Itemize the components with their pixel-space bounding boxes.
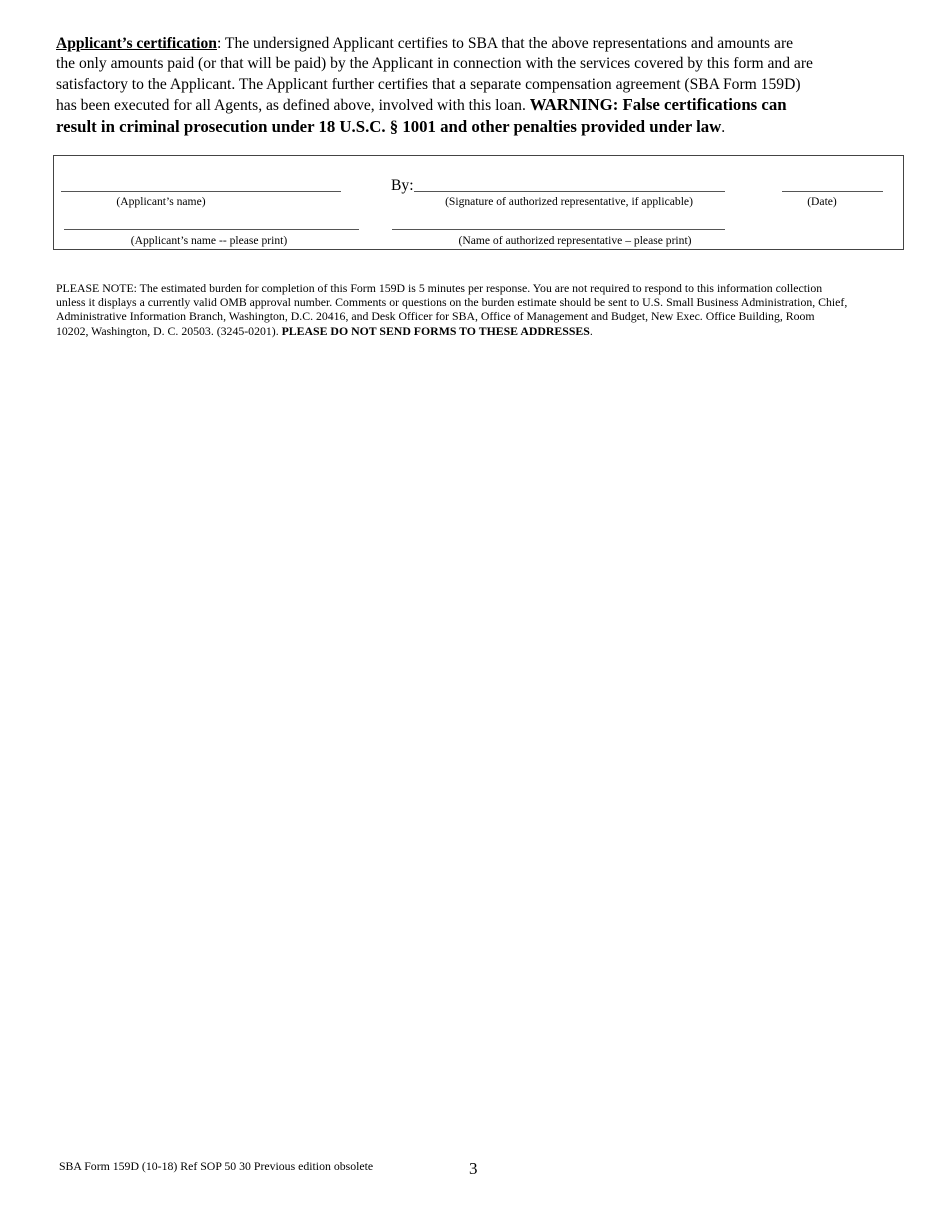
rep-print-line[interactable] xyxy=(392,229,725,230)
rep-print-label: (Name of authorized representative – please print) xyxy=(458,234,692,247)
signature-label: (Signature of authorized representative, if applicable) xyxy=(445,195,693,208)
applicant-name-label: (Applicant’s name) xyxy=(116,195,206,208)
note-line-1: PLEASE NOTE: The estimated burden for completion of this Form 159D is 5 minutes per response. You are not required to respond to this information collection xyxy=(56,281,823,295)
applicant-print-label: (Applicant’s name -- please print) xyxy=(130,234,288,247)
cert-line-4: has been executed for all Agents, as defined above, involved with this loan. WARNING: False certifications can xyxy=(56,95,787,115)
note-line-3: Administrative Information Branch, Washington, D.C. 20416, and Desk Officer for SBA, Office of Management and Budget, New Exec. Office Building, Room xyxy=(56,309,815,324)
cert-line-2: the only amounts paid (or that will be paid) by the Applicant in connection with the services covered by this form and are xyxy=(56,55,813,73)
do-not-send-warning: PLEASE DO NOT SEND FORMS TO THESE ADDRESSES xyxy=(281,323,590,338)
cert-line-1: Applicant’s certification: The undersigned Applicant certifies to SBA that the above representations and amounts are xyxy=(56,35,794,52)
page-number: 3 xyxy=(469,1159,478,1178)
date-label: (Date) xyxy=(807,195,837,208)
signature-line[interactable] xyxy=(414,191,725,192)
applicant-print-line[interactable] xyxy=(64,229,359,230)
warning-text: WARNING: False certifications can xyxy=(529,95,787,115)
by-label: By: xyxy=(391,177,414,194)
signature-box xyxy=(53,155,904,250)
date-line[interactable] xyxy=(782,191,883,192)
cert-heading: Applicant’s certification xyxy=(56,35,217,52)
note-line-2: unless it displays a currently valid OMB approval number. Comments or questions on the burden estimate should be sent to U.S. Small Business Administration, Chief, xyxy=(56,295,848,310)
form-reference: SBA Form 159D (10-18) Ref SOP 50 30 Previous edition obsolete xyxy=(59,1159,374,1173)
cert-line-5: result in criminal prosecution under 18 U.S.C. § 1001 and other penalties provided under law. xyxy=(56,116,726,136)
cert-line-3: satisfactory to the Applicant. The Applicant further certifies that a separate compensation agreement (SBA Form 159D) xyxy=(56,75,801,93)
paperwork-notice xyxy=(56,281,906,338)
note-line-4: 10202, Washington, D. C. 20503. (3245-0201). PLEASE DO NOT SEND FORMS TO THESE ADDRESSES. xyxy=(56,323,593,338)
warning-text-cont: result in criminal prosecution under 18 U.S.C. § 1001 and other penalties provided under law xyxy=(56,116,722,136)
applicant-certification xyxy=(56,34,906,138)
applicant-name-line[interactable] xyxy=(61,191,341,192)
